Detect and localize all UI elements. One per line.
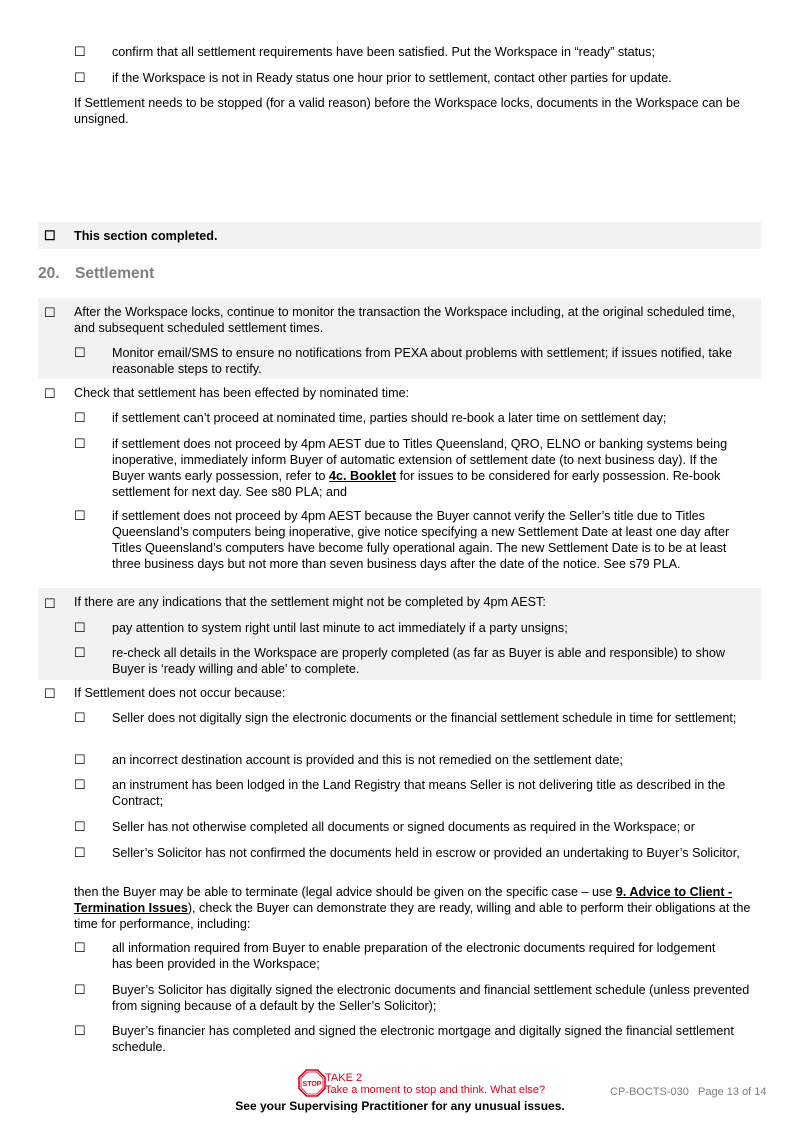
checklist-item: After the Workspace locks, continue to monitor the transaction the Workspace including, at the original scheduled time, and subsequent scheduled settlement times. <box>74 305 736 335</box>
checkbox-icon[interactable]: ☐ <box>74 940 86 955</box>
checklist-subitem: an incorrect destination account is provided and this is not remedied on the settlement date; <box>112 753 624 767</box>
subitem-text: if settlement does not proceed by 4pm AEST due to Titles Queensland, QRO, ELNO or banking systems being inoperative, immediately inform Buyer of automatic extension of settlement date (to next business day). If the Buyer wants early possession, refer to <box>112 437 728 483</box>
paragraph <box>74 884 754 932</box>
checkbox-icon[interactable]: ☐ <box>74 819 86 834</box>
checklist-subitem: Seller has not otherwise completed all documents or signed documents as required in the Workspace; or <box>112 820 695 834</box>
doc-code: CP-BOCTS-030 <box>610 1086 689 1098</box>
checklist-subitem: if settlement does not proceed by 4pm AEST because the Buyer cannot verify the Seller’s title due to Titles Queensland’s computers being inoperative, give notice specifying a new Settlement Date at least one day after Titles Queensland’s computers have become fully operational again. The new Settlement Date is to be at least three business days but not more than seven business days after the date of the notice. See s79 PLA. <box>112 509 730 571</box>
subitem-text: for issues to be considered for early possession. Re-book settlement for next day. See s80 PLA; and <box>112 469 721 499</box>
checkbox-icon[interactable]: ☐ <box>74 508 86 523</box>
checklist-item: confirm that all settlement requirements have been satisfied. Put the Workspace in “ready” status; <box>112 45 655 59</box>
booklet-link[interactable]: 4c. Booklet <box>329 469 397 483</box>
checkbox-icon[interactable]: ☐ <box>44 386 56 401</box>
checkbox-icon[interactable]: ☐ <box>44 305 56 320</box>
checkbox-icon[interactable]: ☐ <box>74 410 86 425</box>
take2-note <box>325 1072 545 1096</box>
section-completed-label: This section completed. <box>74 229 218 243</box>
footer-note: See your Supervising Practitioner for any unusual issues. <box>235 1099 565 1113</box>
checkbox-icon[interactable]: ☐ <box>44 686 56 701</box>
paragraph-text: then the Buyer may be able to terminate (legal advice should be given on the specific case – use <box>74 885 616 899</box>
checkbox-icon[interactable]: ☐ <box>74 982 86 997</box>
checklist-subitem: Seller does not digitally sign the electronic documents or the financial settlement schedule in time for settlement; <box>112 711 737 725</box>
checkbox-icon[interactable]: ☐ <box>74 777 86 792</box>
checklist-item: If there are any indications that the settlement might not be completed by 4pm AEST: <box>74 595 546 609</box>
stop-label: STOP <box>302 1080 322 1088</box>
checkbox-icon[interactable]: ☐ <box>74 436 86 451</box>
checkbox-icon[interactable]: ☐ <box>74 752 86 767</box>
section-number: 20. <box>38 265 60 282</box>
checkbox-icon[interactable]: ☐ <box>74 44 86 59</box>
checkbox-icon[interactable]: ☐ <box>74 1023 86 1038</box>
checklist-subitem: if settlement can’t proceed at nominated time, parties should re-book a later time on settlement day; <box>112 411 667 425</box>
take2-text: Take a moment to stop and think. What else? <box>325 1084 546 1096</box>
paragraph: If Settlement needs to be stopped (for a valid reason) before the Workspace locks, documents in the Workspace can be unsigned. <box>74 96 740 126</box>
checkbox-icon[interactable]: ☐ <box>74 845 86 860</box>
checklist-subitem: Buyer’s Solicitor has digitally signed the electronic documents and financial settlement schedule (unless prevented from signing because of a default by the Seller’s Solicitor); <box>112 983 750 1013</box>
checklist-subitem: pay attention to system right until last minute to act immediately if a party unsigns; <box>112 621 568 635</box>
advice-link[interactable]: 9. Advice to Client - Termination Issues <box>74 885 733 915</box>
checklist-subitem: Monitor email/SMS to ensure no notifications from PEXA about problems with settlement; if issues notified, take reasonable steps to rectify. <box>112 346 733 376</box>
section-title: Settlement <box>75 265 155 282</box>
section-heading <box>38 264 154 284</box>
checkbox-icon[interactable]: ☐ <box>74 345 86 360</box>
checkbox-icon[interactable]: ☐ <box>74 645 86 660</box>
checklist-subitem: Seller’s Solicitor has not confirmed the documents held in escrow or provided an undertaking to Buyer’s Solicitor, <box>112 846 740 860</box>
checklist-item: Check that settlement has been effected by nominated time: <box>74 386 410 400</box>
checkbox-icon[interactable]: ☐ <box>44 228 56 243</box>
checkbox-icon[interactable]: ☐ <box>74 620 86 635</box>
checkbox-icon[interactable]: ☐ <box>44 596 56 611</box>
checklist-item: If Settlement does not occur because: <box>74 686 286 700</box>
paragraph-text: ), check the Buyer can demonstrate they are ready, willing and able to perform their obligations at the time for performance, including: <box>74 901 751 931</box>
checklist-subitem: an instrument has been lodged in the Land Registry that means Seller is not delivering title as described in the Contract; <box>112 778 726 808</box>
checklist-subitem: re-check all details in the Workspace are properly completed (as far as Buyer is able and responsible) to show Buyer is ‘ready willing and able’ to complete. <box>112 646 725 676</box>
page-number: Page 13 of 14 <box>698 1086 767 1098</box>
checkbox-icon[interactable]: ☐ <box>74 710 86 725</box>
checklist-subitem: all information required from Buyer to enable preparation of the electronic documents required for lodgement has been provided in the Workspace; <box>112 941 716 971</box>
checklist-subitem <box>112 436 752 500</box>
stop-sign-icon <box>298 1069 326 1097</box>
checklist-item: if the Workspace is not in Ready status one hour prior to settlement, contact other parties for update. <box>112 71 672 85</box>
checkbox-icon[interactable]: ☐ <box>74 70 86 85</box>
checklist-subitem: Buyer’s financier has completed and signed the electronic mortgage and digitally signed the financial settlement schedule. <box>112 1024 734 1054</box>
take2-title: TAKE 2 <box>325 1072 363 1084</box>
